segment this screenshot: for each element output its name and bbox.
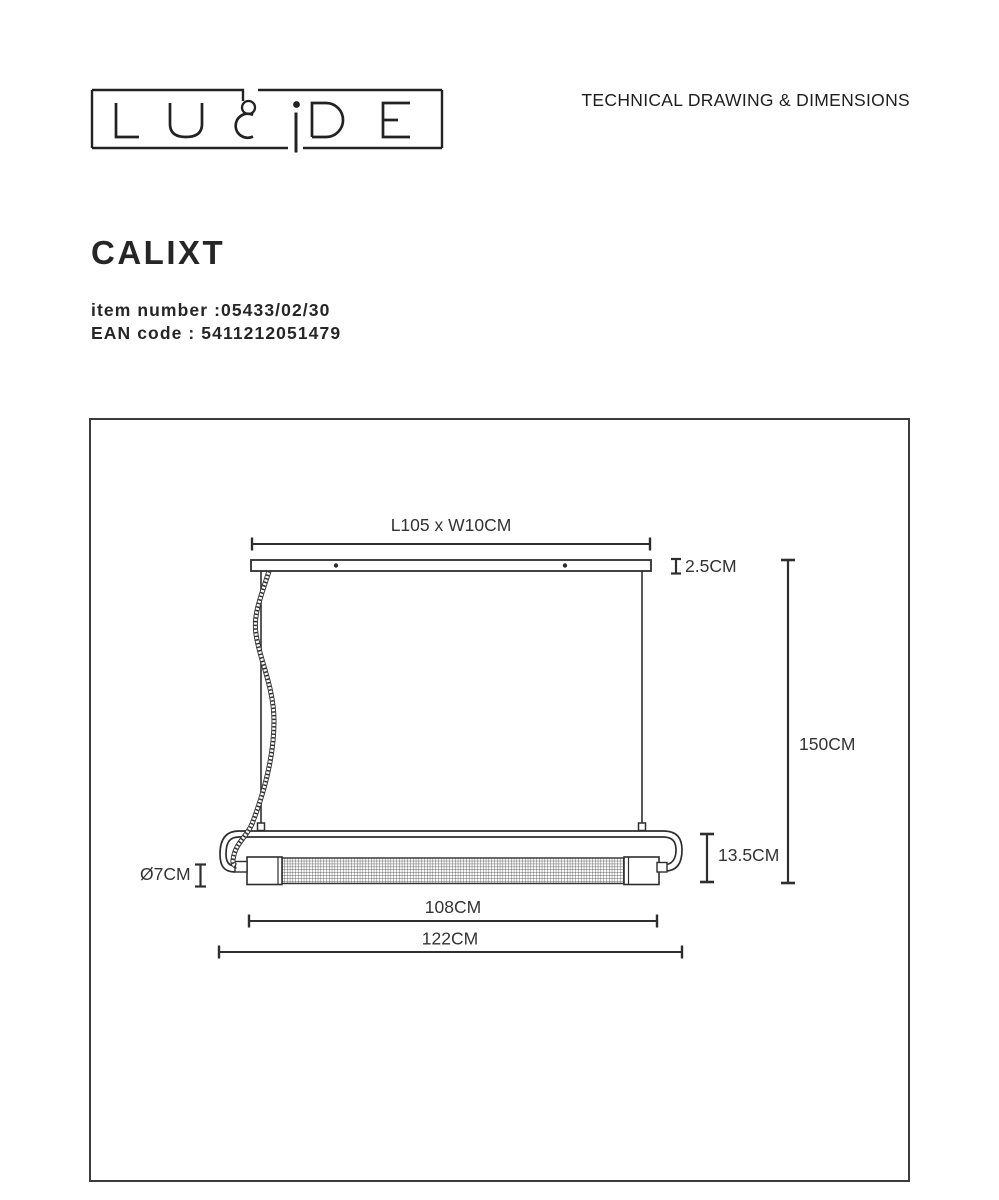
suspension-height-label: 150CM [799, 734, 856, 754]
product-name: CALIXT [91, 234, 226, 271]
drawing-box [89, 418, 910, 1182]
item-number: item number :05433/02/30 [91, 300, 331, 320]
doc-title: TECHNICAL DRAWING & DIMENSIONS [581, 90, 910, 110]
canopy-screw-hole [334, 563, 338, 567]
overall-length-label: 122CM [421, 928, 479, 949]
tube-diameter-marker [195, 865, 206, 887]
logo-letter-D [312, 103, 343, 137]
mesh-tube [282, 858, 624, 884]
logo-letter-C [236, 114, 253, 138]
tube-diameter-label: Ø7CM [140, 864, 191, 884]
ceiling-canopy [251, 560, 651, 571]
left-wire-connector [258, 823, 265, 831]
logo-letter-U [170, 103, 202, 137]
canopy-screw-hole [563, 563, 567, 567]
canopy-height-label: 2.5CM [685, 556, 737, 576]
technical-drawing [91, 420, 908, 1180]
canopy-size-label: L105 x W10CM [390, 515, 512, 535]
product-meta [91, 299, 341, 345]
logo-letter-i-dot [293, 101, 300, 108]
ean-code: EAN code : 5411212051479 [91, 323, 342, 343]
logo-c-ring-icon [242, 101, 255, 114]
canopy-height-marker [671, 559, 681, 574]
suspension-dimension [781, 560, 795, 883]
logo-letter-E [383, 103, 410, 137]
right-end-cap [624, 857, 659, 885]
suspension-wires [261, 571, 642, 823]
tube-length-label: 108CM [424, 897, 482, 917]
logo-letters [116, 101, 410, 153]
right-wire-connector [639, 823, 646, 831]
right-frame-connector [657, 863, 667, 873]
fixture-height-marker [700, 834, 714, 882]
logo-letter-L [116, 103, 139, 137]
brand-logo [90, 86, 446, 158]
fixture-height-label: 13.5CM [718, 845, 780, 865]
power-cable [233, 571, 274, 866]
canopy-dimension [252, 538, 650, 551]
left-end-cap [247, 857, 282, 885]
